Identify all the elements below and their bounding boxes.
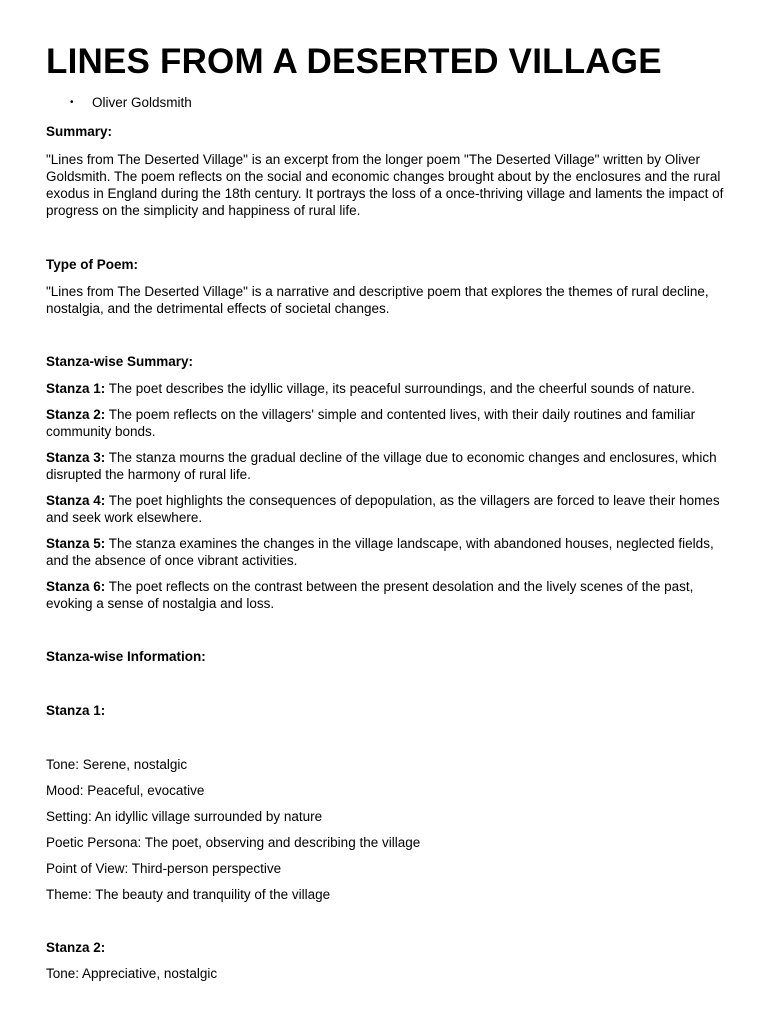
stanza-label: Stanza 6: (46, 579, 106, 594)
stanza-label: Stanza 1: (46, 381, 106, 396)
stanza2-heading: Stanza 2: (46, 940, 106, 955)
stanza2-tone: Tone: Appreciative, nostalgic (46, 966, 218, 981)
stanza-text: The poet reflects on the contrast between the present desolation and the lively scenes of the past, evoking a sense of nostalgia and loss. (46, 579, 694, 611)
stanza1-heading: Stanza 1: (46, 703, 106, 718)
stanza-summary-item (46, 380, 726, 397)
stanza-label: Stanza 3: (46, 450, 106, 465)
stanza-info-heading: Stanza-wise Information: (46, 649, 206, 664)
stanza-summary-item (46, 492, 726, 526)
stanza-text: The stanza examines the changes in the village landscape, with abandoned houses, neglected fields, and the absence of once vibrant activities. (46, 536, 714, 568)
stanza-summary-item (46, 578, 726, 612)
summary-text: "Lines from The Deserted Village" is an excerpt from the longer poem "The Deserted Village" written by Oliver Goldsmith. The poem reflects on the social and economic changes brought about by the enclosures and the rural exodus in England during the 18th century. It portrays the loss of a once-thriving village and laments the impact of progress on the simplicity and happiness of rural life. (46, 152, 724, 218)
stanza-summary-heading: Stanza-wise Summary: (46, 354, 194, 369)
stanza1-persona: Poetic Persona: The poet, observing and describing the village (46, 835, 421, 850)
summary-heading: Summary: (46, 124, 113, 139)
stanza-label: Stanza 5: (46, 536, 106, 551)
stanza-summary-item (46, 535, 726, 569)
stanza1-theme: Theme: The beauty and tranquility of the village (46, 887, 331, 902)
stanza-text: The poet highlights the consequences of depopulation, as the villagers are forced to leave their homes and seek work elsewhere. (46, 493, 720, 525)
stanza1-pov: Point of View: Third-person perspective (46, 861, 282, 876)
stanza-label: Stanza 4: (46, 493, 106, 508)
document-page (46, 40, 726, 983)
stanza1-mood: Mood: Peaceful, evocative (46, 783, 205, 798)
stanza-text: The poet describes the idyllic village, its peaceful surroundings, and the cheerful sounds of nature. (105, 381, 695, 396)
bullet-icon: • (70, 97, 74, 108)
stanza1-setting: Setting: An idyllic village surrounded by nature (46, 809, 323, 824)
stanza-label: Stanza 2: (46, 407, 106, 422)
stanza-text: The poem reflects on the villagers' simple and contented lives, with their daily routines and familiar community bonds. (46, 407, 696, 439)
page-title: LINES FROM A DESERTED VILLAGE (46, 42, 662, 81)
stanza-summary-item (46, 406, 726, 440)
author-line (70, 94, 726, 112)
type-of-poem-text: "Lines from The Deserted Village" is a narrative and descriptive poem that explores the themes of rural decline, nostalgia, and the detrimental effects of societal changes. (46, 284, 709, 316)
stanza1-tone: Tone: Serene, nostalgic (46, 757, 188, 772)
stanza-summary-item (46, 449, 726, 483)
type-of-poem-heading: Type of Poem: (46, 257, 139, 272)
author-name: Oliver Goldsmith (92, 95, 192, 110)
stanza-text: The stanza mourns the gradual decline of the village due to economic changes and enclosures, which disrupted the harmony of rural life. (46, 450, 717, 482)
